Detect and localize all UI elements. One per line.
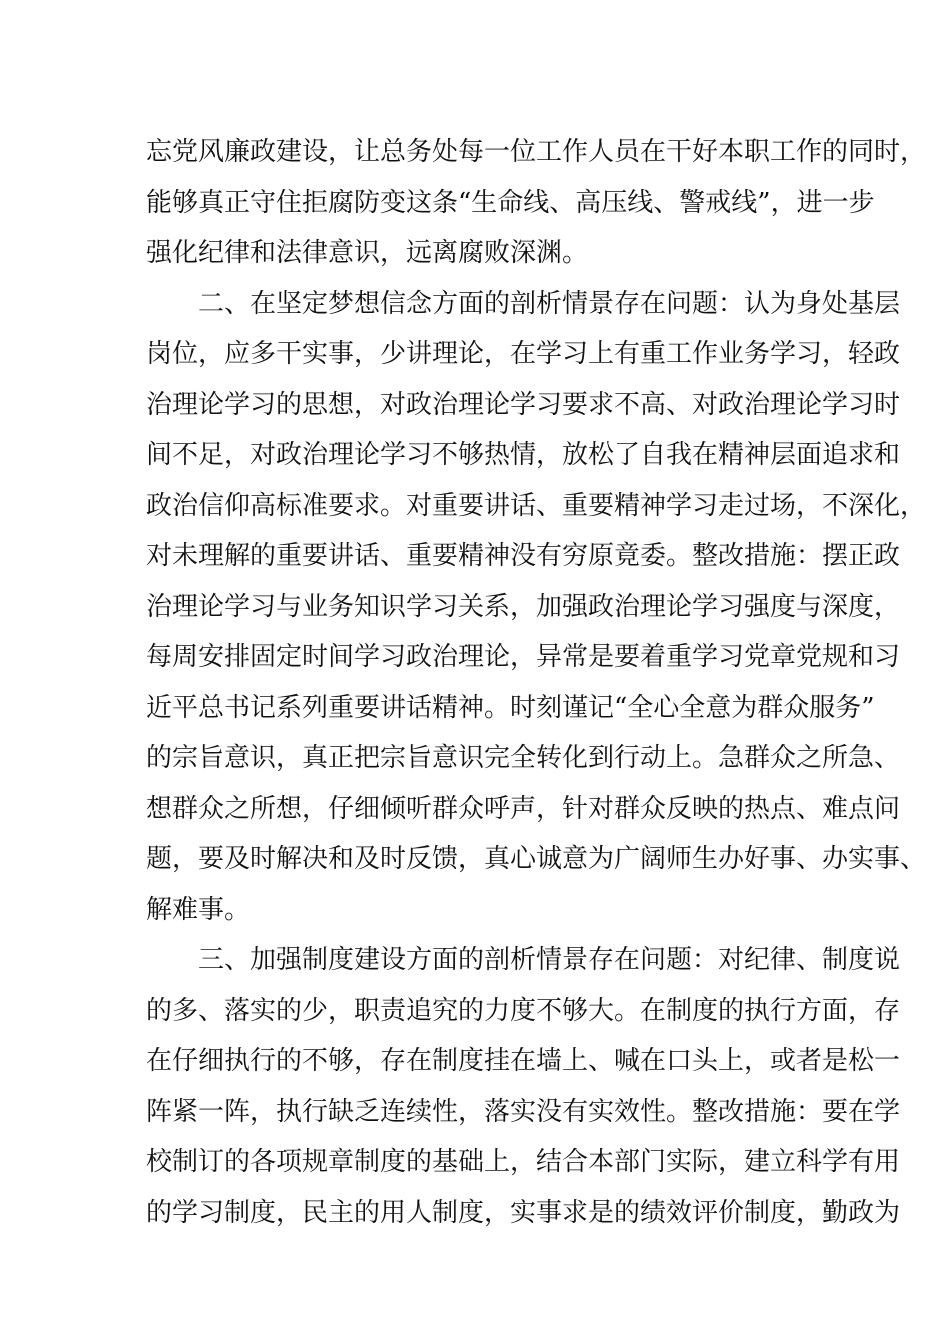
text-line: 解难事。 — [146, 894, 251, 925]
text-line: 的多、落实的少，职责追究的力度不够大。在制度的执行方面，存 — [146, 995, 901, 1026]
text-line: 题，要及时解决和及时反馈，真心诚意为广阔师生办好事、办实事、 — [146, 844, 927, 874]
text-line: 政治信仰高标准要求。对重要讲话、重要精神学习走过场，不深化， — [146, 490, 927, 521]
text-line: 校制订的各项规章制度的基础上，结合本部门实际，建立科学有用 — [146, 1147, 901, 1177]
text-line: 的宗旨意识，真正把宗旨意识完全转化到行动上。急群众之所急、 — [146, 743, 901, 773]
text-line: 想群众之所想，仔细倾听群众呼声，针对群众反映的热点、难点问 — [146, 793, 901, 824]
text-line: 治理论学习的思想，对政治理论学习要求不高、对政治理论学习时 — [146, 389, 901, 420]
text-line: 在仔细执行的不够，存在制度挂在墙上、喊在口头上，或者是松一 — [146, 1046, 901, 1076]
text-line: 的学习制度，民主的用人制度，实事求是的绩效评价制度，勤政为 — [146, 1197, 901, 1228]
text-line: 能够真正守住拒腐防变这条“生命线、高压线、警戒线”，进一步 — [146, 187, 875, 218]
text-line: 岗位，应多干实事，少讲理论，在学习上有重工作业务学习，轻政 — [146, 339, 901, 369]
text-line: 对未理解的重要讲话、重要精神没有穷原竟委。整改措施：摆正政 — [146, 541, 901, 571]
text-line: 近平总书记系列重要讲话精神。时刻谨记“全心全意为群众服务” — [146, 692, 875, 723]
text-line: 阵紧一阵，执行缺乏连续性，落实没有实效性。整改措施：要在学 — [146, 1096, 901, 1127]
paragraph-3-start: 三、加强制度建设方面的剖析情景存在问题：对纪律、制度说 — [146, 945, 901, 975]
document-body — [146, 127, 927, 1238]
text-line: 忘党风廉政建设，让总务处每一位工作人员在干好本职工作的同时， — [146, 137, 927, 167]
text-line: 治理论学习与业务知识学习关系，加强政治理论学习强度与深度， — [146, 591, 901, 622]
text-line: 每周安排固定时间学习政治理论，异常是要着重学习党章党规和习 — [146, 642, 901, 672]
paragraph-2-start: 二、在坚定梦想信念方面的剖析情景存在问题：认为身处基层 — [146, 288, 901, 319]
text-line: 强化纪律和法律意识，远离腐败深渊。 — [146, 238, 589, 268]
text-line: 间不足，对政治理论学习不够热情，放松了自我在精神层面追求和 — [146, 440, 901, 470]
